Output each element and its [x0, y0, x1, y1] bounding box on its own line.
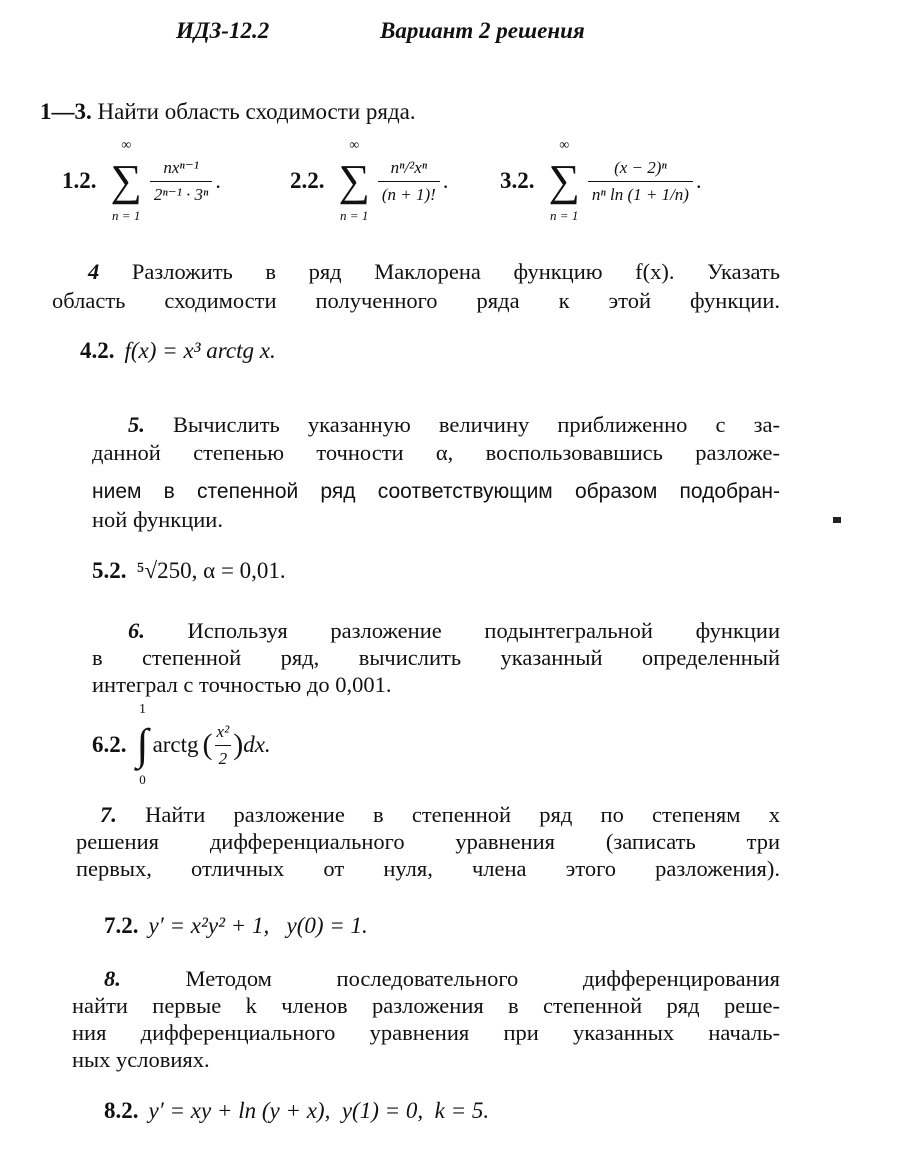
task-5-2: 5.2. ⁵√250, α = 0,01. — [92, 558, 286, 583]
period: . — [215, 168, 221, 193]
s5-line-3: нием в степенной ряд соответствующим образом подобран- — [92, 480, 780, 503]
task-4-2: 4.2. f(x) = x³ arctg x. — [80, 338, 276, 363]
numerator: nxⁿ⁻¹ — [163, 157, 199, 177]
scan-artifact — [833, 517, 841, 523]
numerator: nⁿ/²xⁿ — [390, 157, 428, 177]
numerator: (x − 2)ⁿ — [614, 157, 667, 177]
period: . — [442, 168, 449, 193]
fraction — [150, 157, 213, 206]
s7-line-3: первых, отличных от нуля, члена этого разложения). — [76, 856, 780, 881]
fraction — [378, 157, 440, 206]
task-8-2: 8.2. y′ = xy + ln (y + x), y(1) = 0, k = 5. — [104, 1098, 490, 1123]
s4-line-2: область сходимости полученного ряда к этой функции. — [52, 288, 780, 313]
s6-line-1: 6. Используя разложение подынтегральной функции — [128, 618, 780, 643]
s8-line-1: 8. Методом последовательного дифференцирования — [104, 966, 780, 991]
section-number: 1—3. — [40, 99, 92, 124]
s8-line-4: ных условиях. — [72, 1047, 210, 1072]
task-label: 2.2. — [290, 168, 325, 193]
sum-lower-limit: n = 1 — [340, 208, 369, 223]
fraction — [588, 157, 693, 206]
integral-lower-limit: 0 — [139, 772, 146, 787]
section-1-3 — [40, 99, 416, 125]
task-label: 1.2. — [62, 168, 97, 193]
fraction: $\frac{\text{x²}}{2}$ — [216, 721, 230, 768]
s7-line-1: 7. Найти разложение в степенной ряд по степеням x — [100, 802, 780, 827]
sum-upper-limit: ∞ — [349, 138, 360, 153]
s5-line-4: ной функции. — [92, 507, 223, 532]
task-7-2: 7.2. y′ = x²y² + 1, y(0) = 1. — [104, 913, 368, 938]
section-text: Найти область сходимости ряда. — [97, 99, 416, 124]
s8-line-3: ния дифференциального уравнения при указанных началь- — [72, 1020, 780, 1045]
series-2 — [290, 138, 448, 224]
header-right: Вариант 2 решения — [380, 18, 585, 43]
s8-line-2: найти первые k членов разложения в степенной ряд реше- — [72, 993, 780, 1018]
denominator: (n + 1)! — [378, 181, 440, 206]
header-left: ИДЗ-12.2 — [176, 18, 270, 43]
series-3 — [500, 138, 701, 224]
integral-symbol: 1 ∫ 0 — [136, 702, 149, 787]
sum-upper-limit: ∞ — [121, 138, 132, 153]
integral-upper-limit: 1 — [139, 702, 147, 717]
series-1 — [62, 138, 221, 224]
sum-symbol: ∞ ∑ n = 1 — [548, 138, 580, 223]
s5-line-1: 5. Вычислить указанную величину приближенно с за- — [128, 412, 780, 437]
s4-line-1: 4 Разложить в ряд Маклорена функцию f(x). Указать — [88, 259, 780, 284]
sum-lower-limit: n = 1 — [550, 208, 579, 223]
sum-symbol: ∞ ∑ n = 1 — [338, 138, 370, 223]
s6-line-3: интеграл с точностью до 0,001. — [92, 672, 392, 697]
denominator: nⁿ ln (1 + 1/n) — [588, 181, 693, 206]
s6-line-2: в степенной ряд, вычислить указанный определенный — [92, 645, 780, 670]
task-6-2: 6.2. 1 ∫ 0 arctg ( $\frac{\text{x²}}{2}$ ) dx. — [92, 702, 271, 787]
s5-line-2: данной степенью точности α, воспользовавшись разложе- — [92, 440, 780, 465]
sum-upper-limit: ∞ — [559, 138, 570, 153]
task-label: 3.2. — [500, 168, 535, 193]
s7-line-2: решения дифференциального уравнения (записать три — [76, 829, 780, 854]
sum-symbol: ∞ ∑ n = 1 — [110, 138, 142, 223]
period: . — [695, 168, 702, 193]
denominator: 2ⁿ⁻¹ · 3ⁿ — [150, 181, 213, 206]
sum-lower-limit: n = 1 — [112, 208, 141, 223]
